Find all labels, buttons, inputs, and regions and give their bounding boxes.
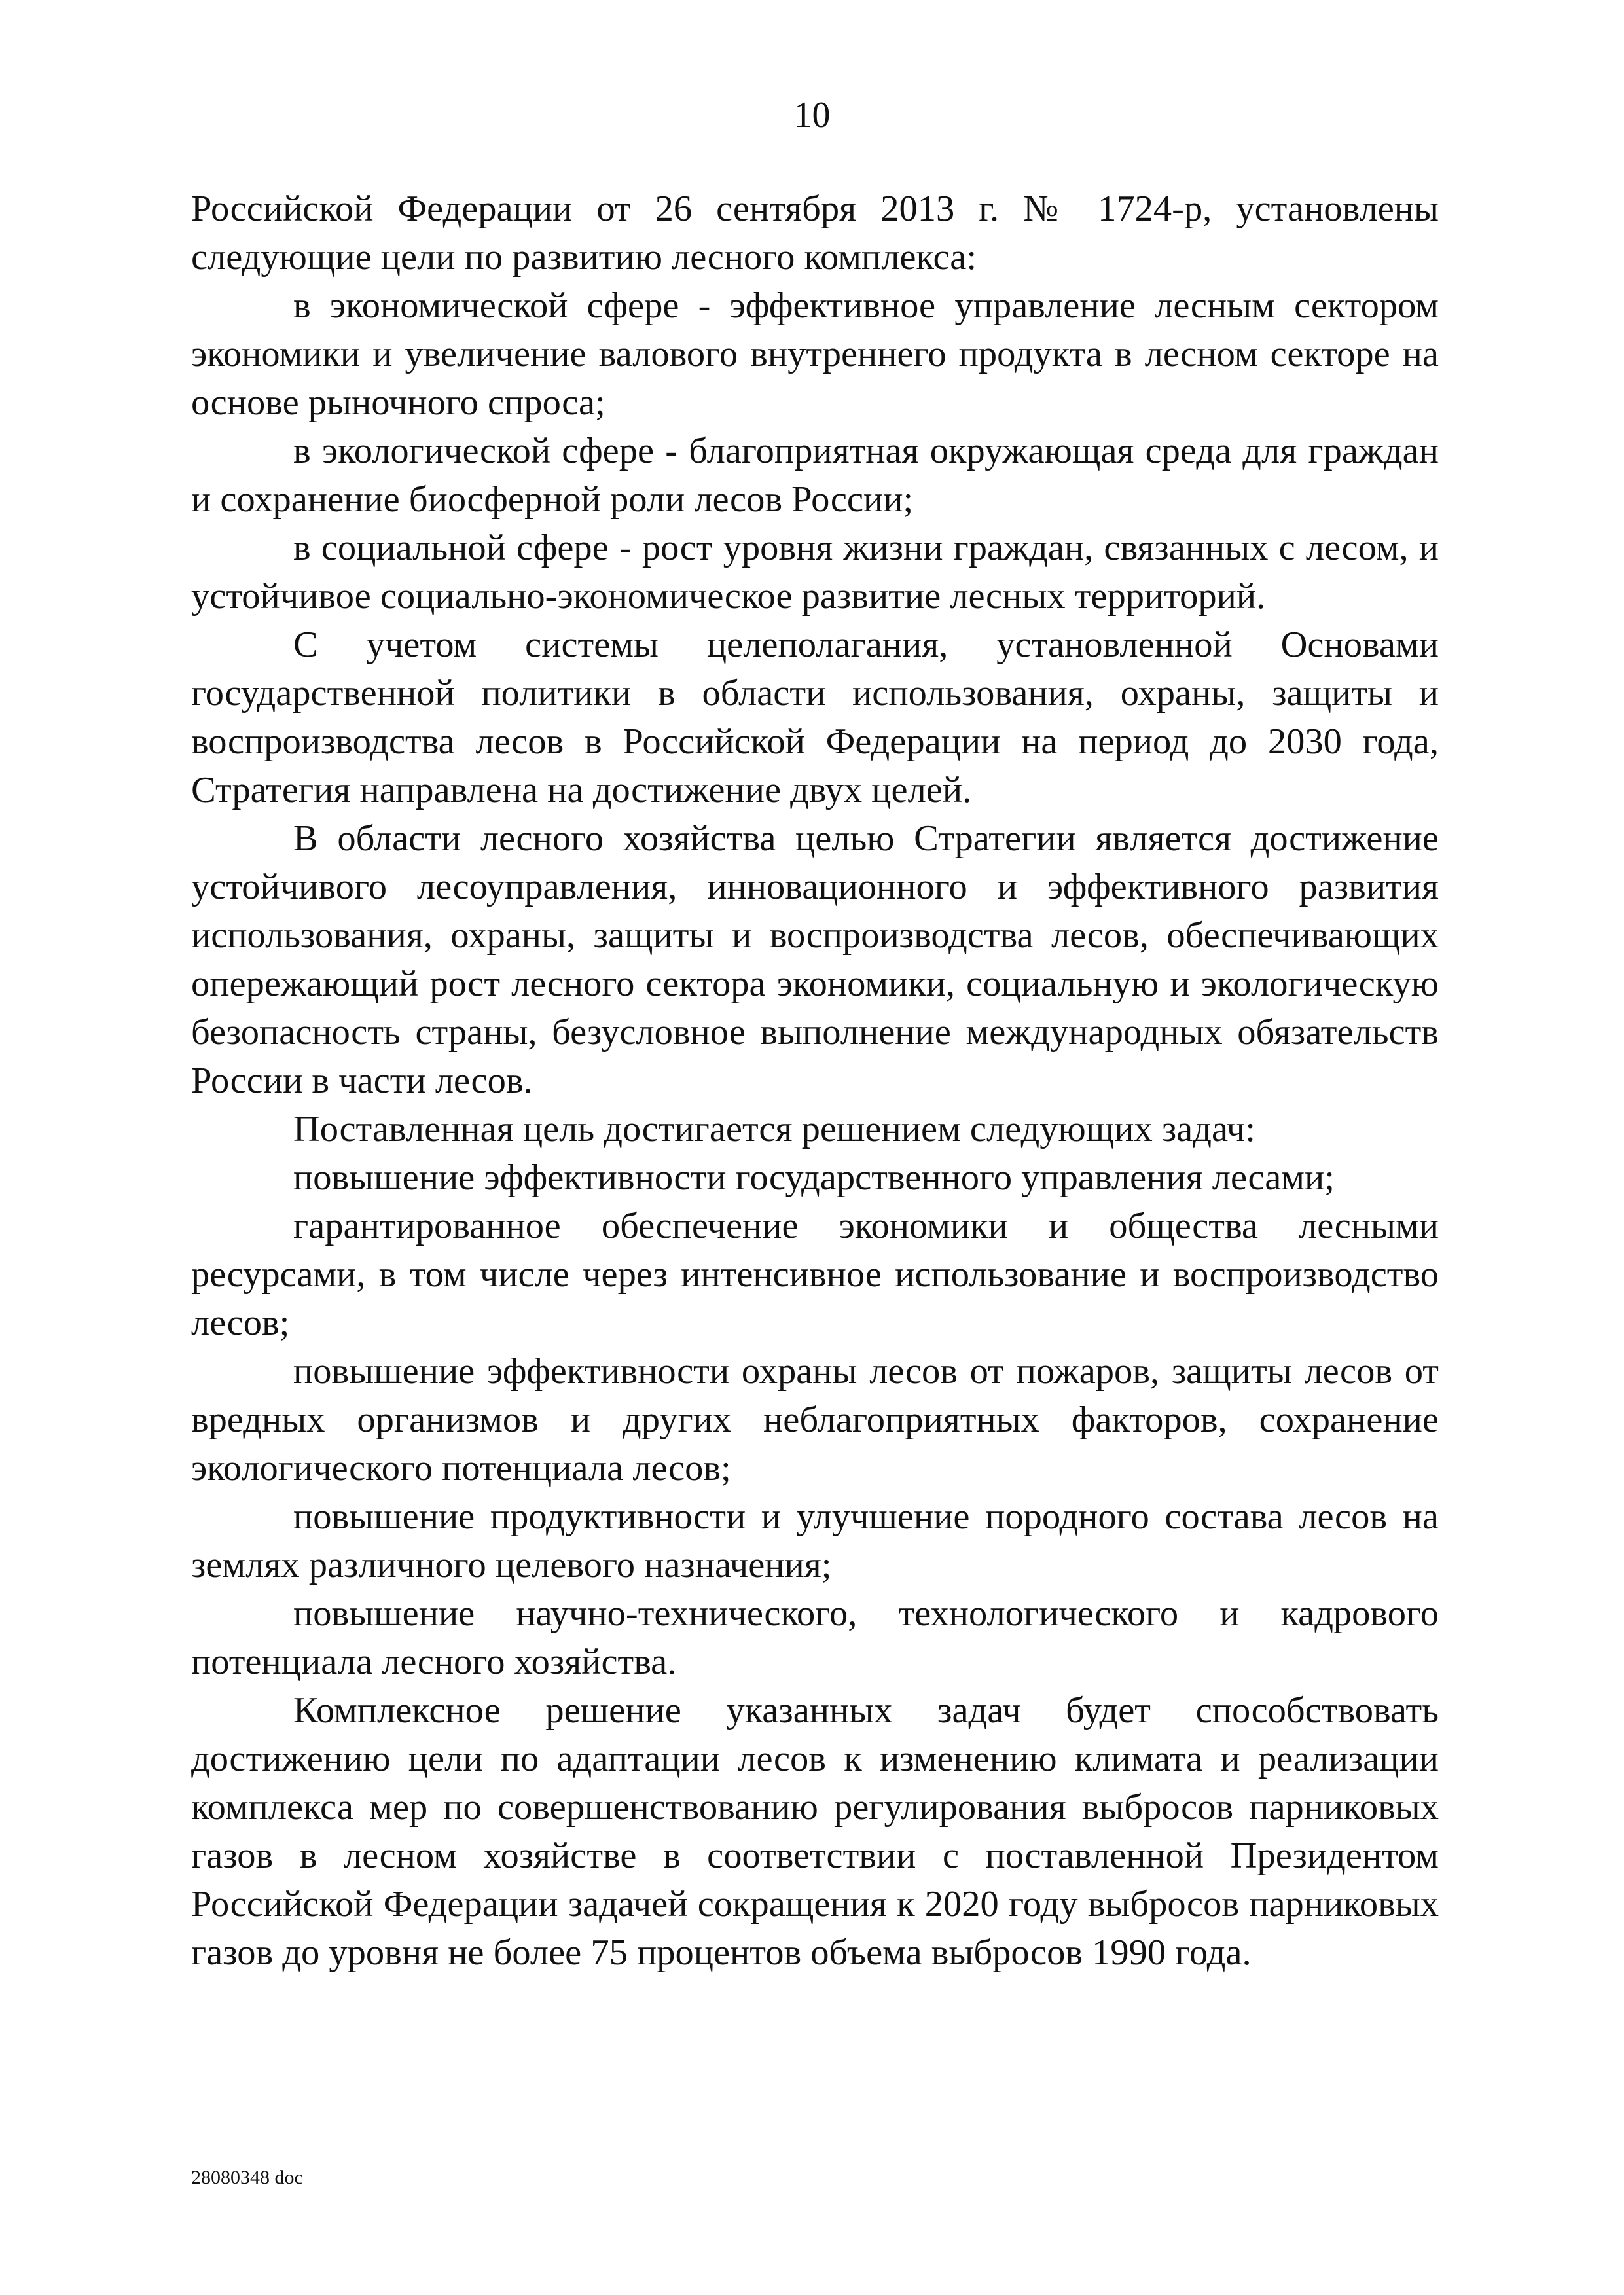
paragraph-goal-setting: С учетом системы целеполагания, установленной Основами государственной политики в области использования, охраны, защиты и воспроизводства лесов в Российской Федерации на период до 2030 года, Стратегия направлена на достижение двух целей. — [191, 624, 1439, 810]
paragraph-forestry-goal: В области лесного хозяйства целью Стратегии является достижение устойчивого лесоуправления, инновационного и эффективного развития использования, охраны, защиты и воспроизводства лесов, обеспечивающих опережающий рост лесного сектора экономики, социальную и экологическую безопасность страны, безусловное выполнение международных обязательств России в части лесов. — [191, 818, 1439, 1101]
paragraph-ecological-goal: в экологической сфере - благоприятная окружающая среда для граждан и сохранение биосферной роли лесов России; — [191, 431, 1439, 520]
footer-doc-code: 28080348 doc — [191, 2167, 303, 2188]
paragraph-economic-goal: в экономической сфере - эффективное управление лесным сектором экономики и увеличение валового внутреннего продукта в лесном секторе на основе рыночного спроса; — [191, 285, 1439, 423]
paragraph-continuation: Российской Федерации от 26 сентября 2013 г. № 1724-р, установлены следующие цели по развитию лесного комплекса: — [191, 189, 1439, 278]
page-number: 10 — [793, 95, 831, 136]
paragraph-task-5: повышение научно-технического, технологического и кадрового потенциала лесного хозяйства. — [191, 1593, 1439, 1682]
document-body — [191, 185, 1439, 1977]
paragraph-task-4: повышение продуктивности и улучшение породного состава лесов на землях различного целевого назначения; — [191, 1496, 1439, 1585]
paragraph-task-1: повышение эффективности государственного управления лесами; — [293, 1157, 1335, 1198]
paragraph-task-2: гарантированное обеспечение экономики и общества лесными ресурсами, в том числе через интенсивное использование и воспроизводство лесов; — [191, 1206, 1439, 1343]
paragraph-tasks-intro: Поставленная цель достигается решением следующих задач: — [293, 1109, 1255, 1149]
paragraph-social-goal: в социальной сфере - рост уровня жизни граждан, связанных с лесом, и устойчивое социально-экономическое развитие лесных территорий. — [191, 528, 1439, 617]
paragraph-task-3: повышение эффективности охраны лесов от пожаров, защиты лесов от вредных организмов и других неблагоприятных факторов, сохранение экологического потенциала лесов; — [191, 1351, 1439, 1489]
paragraph-complex-solution: Комплексное решение указанных задач будет способствовать достижению цели по адаптации лесов к изменению климата и реализации комплекса мер по совершенствованию регулирования выбросов парниковых газов в лесном хозяйстве в соответствии с поставленной Президентом Российской Федерации задачей сокращения к 2020 году выбросов парниковых газов до уровня не более 75 процентов объема выбросов 1990 года. — [191, 1690, 1439, 1973]
